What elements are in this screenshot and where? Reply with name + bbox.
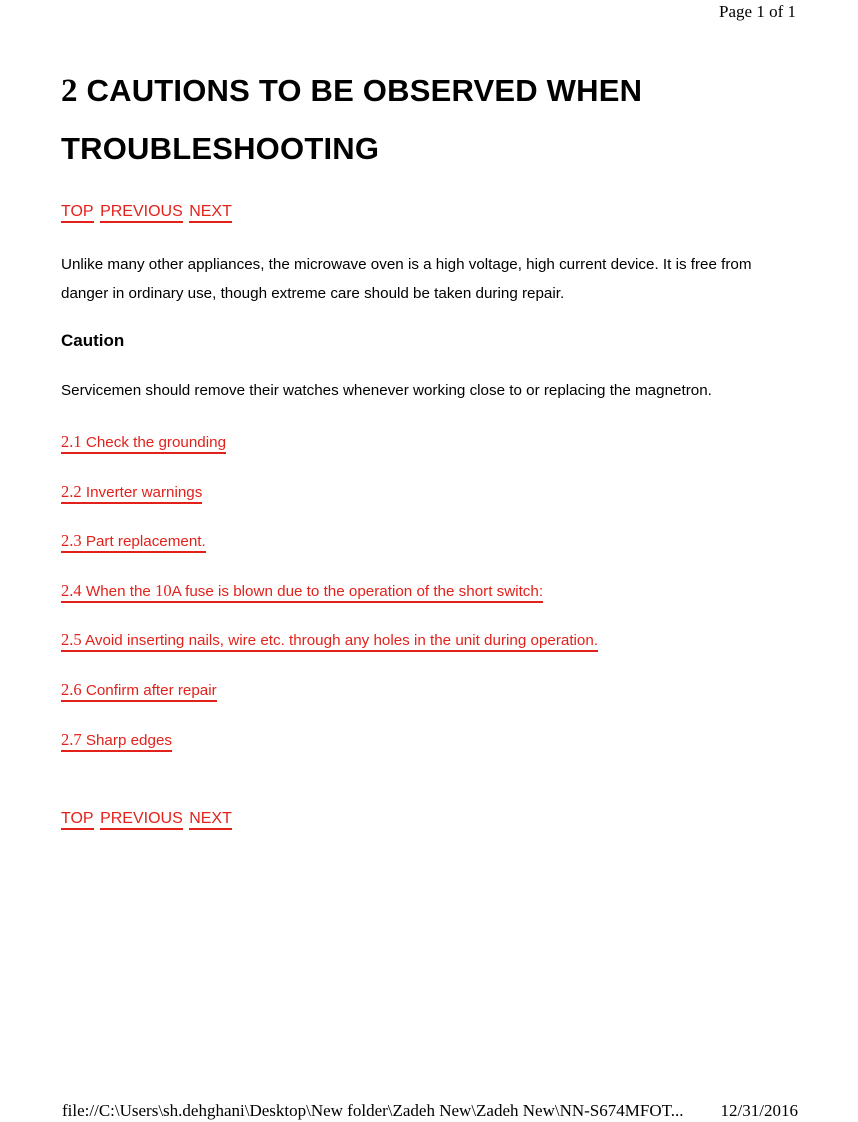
section-link-2-2[interactable] (61, 481, 203, 504)
title-text: CAUTIONS TO BE OBSERVED WHEN TROUBLESHOOTING (61, 73, 643, 166)
section-link-label: Part replacement. (85, 533, 206, 551)
list-item (61, 432, 598, 482)
section-link-2-1[interactable] (61, 434, 226, 454)
section-link-number: 2.4 (61, 580, 82, 600)
section-link-number: 2.3 (61, 531, 82, 551)
caution-text: Servicemen should remove their watches whenever working close to or replacing the magnetron. (61, 382, 712, 399)
section-link-label: Confirm after repair (85, 681, 217, 699)
list-item (61, 630, 598, 680)
section-link-label-number: 10 (155, 580, 172, 600)
list-item (61, 482, 598, 532)
section-link-label: Inverter warnings (85, 483, 203, 501)
caution-heading: Caution (61, 331, 125, 350)
section-link-2-3[interactable] (61, 533, 206, 553)
previous-link[interactable]: PREVIOUS (100, 810, 183, 830)
section-link-label: Check the grounding (85, 434, 227, 451)
list-item (61, 730, 598, 780)
section-link-label-end: A fuse is blown due to the operation of the short switch: (171, 582, 544, 600)
section-link-number: 2.2 (61, 481, 82, 501)
print-footer (62, 1101, 798, 1121)
top-link[interactable]: TOP (61, 203, 94, 223)
page-indicator: Page 1 of 1 (719, 2, 796, 21)
section-link-number: 2.6 (61, 679, 82, 699)
next-link[interactable]: NEXT (189, 810, 232, 830)
section-link-2-7[interactable] (61, 729, 172, 752)
page-title (61, 62, 761, 178)
list-item (61, 581, 598, 631)
nav-bar-top (61, 202, 234, 222)
section-link-number: 2.7 (61, 729, 82, 749)
section-link-label: Avoid inserting nails, wire etc. through any holes in the unit during operation. (85, 632, 599, 650)
section-list (61, 432, 598, 779)
section-number: 2 (61, 73, 78, 109)
file-path: file://C:\Users\sh.dehghani\Desktop\New folder\Zadeh New\Zadeh New\NN-S674MFOT... (62, 1101, 684, 1120)
list-item (61, 680, 598, 730)
top-link[interactable]: TOP (61, 810, 94, 830)
section-link-2-6[interactable] (61, 679, 217, 702)
list-item (61, 531, 598, 581)
section-link-label-start: When the (85, 582, 156, 600)
section-link-number: 2.1 (61, 432, 82, 451)
section-link-2-5[interactable] (61, 632, 598, 652)
section-link-number: 2.5 (61, 630, 82, 650)
print-date: 12/31/2016 (720, 1101, 798, 1120)
section-link-2-4[interactable] (61, 580, 544, 603)
next-link[interactable]: NEXT (189, 203, 232, 223)
intro-paragraph: Unlike many other appliances, the microwave oven is a high voltage, high current device. It is free from danger in ordinary use, though extreme care should be taken during repair. (61, 256, 752, 302)
previous-link[interactable]: PREVIOUS (100, 203, 183, 223)
section-link-label: Sharp edges (85, 731, 172, 749)
nav-bar-bottom (61, 809, 234, 829)
